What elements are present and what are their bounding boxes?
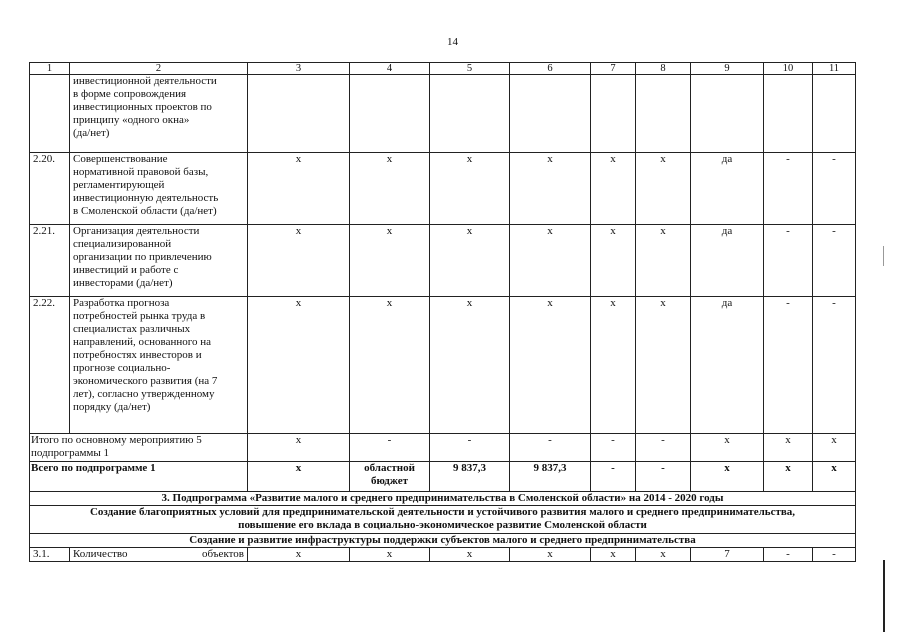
cell: - (636, 434, 691, 462)
column-number: 4 (350, 63, 430, 75)
description-line: регламентирующей (73, 179, 165, 191)
description-line: направлений, основанного на (73, 336, 211, 348)
cell (691, 75, 764, 153)
cell: х (248, 434, 350, 462)
page-number: 14 (447, 36, 458, 48)
amount-cell: 9 837,3 (430, 462, 510, 492)
column-number: 2 (70, 63, 248, 75)
funding-source-line: бюджет (371, 475, 408, 487)
description-line: инвесторами (да/нет) (73, 277, 173, 289)
cell (813, 75, 856, 153)
cell: - (510, 434, 591, 462)
cell: х (350, 225, 430, 297)
description-line: нормативной правовой базы, (73, 166, 209, 178)
cell: - (591, 434, 636, 462)
column-number: 7 (591, 63, 636, 75)
description-line: Организация деятельности (73, 225, 200, 237)
table-row (30, 297, 856, 434)
amount-cell: 9 837,3 (510, 462, 591, 492)
description-line: Совершенствование (73, 153, 168, 165)
cell: х (248, 297, 350, 434)
cell: да (691, 153, 764, 225)
row-number: 2.21. (30, 225, 70, 297)
funding-source-line: областной (364, 462, 415, 474)
cell: х (350, 153, 430, 225)
cell: - (813, 225, 856, 297)
description-line: (да/нет) (73, 127, 110, 139)
row-number: 3.1. (30, 548, 70, 562)
cell: х (591, 153, 636, 225)
column-number: 8 (636, 63, 691, 75)
cell: - (764, 548, 813, 562)
indicator-description (70, 297, 248, 434)
cell: х (636, 153, 691, 225)
cell: х (430, 548, 510, 562)
total-main-line: Итого по основному мероприятию 5 (31, 434, 202, 446)
task-row (30, 534, 856, 548)
description-line: потребностях инвесторов и (73, 349, 202, 361)
cell: х (813, 434, 856, 462)
cell: х (764, 462, 813, 492)
description-line: экономического развития (на 7 (73, 375, 218, 387)
cell: х (510, 548, 591, 562)
description-line: инвестиционную деятельность (73, 192, 219, 204)
indicator-description (70, 75, 248, 153)
cell: - (813, 548, 856, 562)
column-number: 10 (764, 63, 813, 75)
cell: х (430, 225, 510, 297)
cell: х (636, 225, 691, 297)
cell: - (636, 462, 691, 492)
table-row (30, 548, 856, 562)
cell: х (591, 225, 636, 297)
description-line: специалистах различных (73, 323, 191, 335)
cell: да (691, 225, 764, 297)
description-line: потребностей рынка труда в (73, 310, 206, 322)
total-sub-label: Всего по подпрограмме 1 (30, 462, 248, 492)
total-main-line: подпрограммы 1 (31, 447, 110, 459)
goal-row (30, 506, 856, 534)
cell: - (350, 434, 430, 462)
column-number: 11 (813, 63, 856, 75)
cell: х (248, 153, 350, 225)
cell: х (764, 434, 813, 462)
cell: - (764, 297, 813, 434)
total-main-label (30, 434, 248, 462)
description-line: прогнозе социально- (73, 362, 171, 374)
cell: х (591, 548, 636, 562)
section-title: 3. Подпрограмма «Развитие малого и среднего предпринимательства в Смоленской области» на 2014 - 2020 годы (30, 492, 856, 506)
indicator-description (70, 225, 248, 297)
cell: - (813, 153, 856, 225)
cell (510, 75, 591, 153)
scan-edge-line (883, 246, 884, 266)
description-line: Количество объектов (73, 548, 244, 560)
cell: х (591, 297, 636, 434)
cell: х (691, 462, 764, 492)
cell: х (813, 462, 856, 492)
column-number: 6 (510, 63, 591, 75)
cell: - (813, 297, 856, 434)
cell (248, 75, 350, 153)
indicator-description (70, 153, 248, 225)
cell (764, 75, 813, 153)
description-line: порядку (да/нет) (73, 401, 151, 413)
description-line: специализированной (73, 238, 172, 250)
cell: х (430, 297, 510, 434)
cell: - (430, 434, 510, 462)
row-number: 2.20. (30, 153, 70, 225)
cell: 7 (691, 548, 764, 562)
indicators-table (29, 62, 856, 562)
column-number: 5 (430, 63, 510, 75)
cell: х (636, 297, 691, 434)
row-number: 2.22. (30, 297, 70, 434)
cell: да (691, 297, 764, 434)
cell: х (510, 153, 591, 225)
cell: х (350, 297, 430, 434)
description-line: в Смоленской области (да/нет) (73, 205, 217, 217)
scan-edge-line (883, 560, 885, 632)
column-number-row (30, 63, 856, 75)
description-line: в форме сопровождения (73, 88, 187, 100)
table-row (30, 225, 856, 297)
description-line: инвестиционной деятельности (73, 75, 217, 87)
cell (350, 75, 430, 153)
task-title: Создание и развитие инфраструктуры поддержки субъектов малого и среднего предпринимательства (30, 534, 856, 548)
row-number (30, 75, 70, 153)
cell (591, 75, 636, 153)
description-line: лет), согласно утвержденному (73, 388, 215, 400)
section-row (30, 492, 856, 506)
column-number: 3 (248, 63, 350, 75)
cell: - (764, 225, 813, 297)
cell: х (510, 225, 591, 297)
goal-line: Создание благоприятных условий для предпринимательской деятельности и устойчивого развития малого и среднего предпринимательства, (89, 506, 796, 518)
column-number: 1 (30, 63, 70, 75)
total-sub-row (30, 462, 856, 492)
indicator-description (70, 548, 248, 562)
description-line: организации по привлечению (73, 251, 212, 263)
cell: х (248, 462, 350, 492)
cell: х (510, 297, 591, 434)
description-line: Разработка прогноза (73, 297, 170, 309)
table-row (30, 75, 856, 153)
goal-text (30, 506, 856, 534)
cell (636, 75, 691, 153)
cell (430, 75, 510, 153)
goal-line: повышение его вклада в социально-экономическое развитие Смоленской области (238, 519, 647, 531)
cell: х (430, 153, 510, 225)
cell: - (764, 153, 813, 225)
cell: х (350, 548, 430, 562)
description-line: принципу «одного окна» (73, 114, 190, 126)
table-row (30, 153, 856, 225)
column-number: 9 (691, 63, 764, 75)
total-main-row (30, 434, 856, 462)
cell: х (691, 434, 764, 462)
cell: х (636, 548, 691, 562)
funding-source (350, 462, 430, 492)
cell: х (248, 548, 350, 562)
description-line: инвестиций и работе с (73, 264, 179, 276)
description-line: инвестиционных проектов по (73, 101, 212, 113)
cell: - (591, 462, 636, 492)
cell: х (248, 225, 350, 297)
